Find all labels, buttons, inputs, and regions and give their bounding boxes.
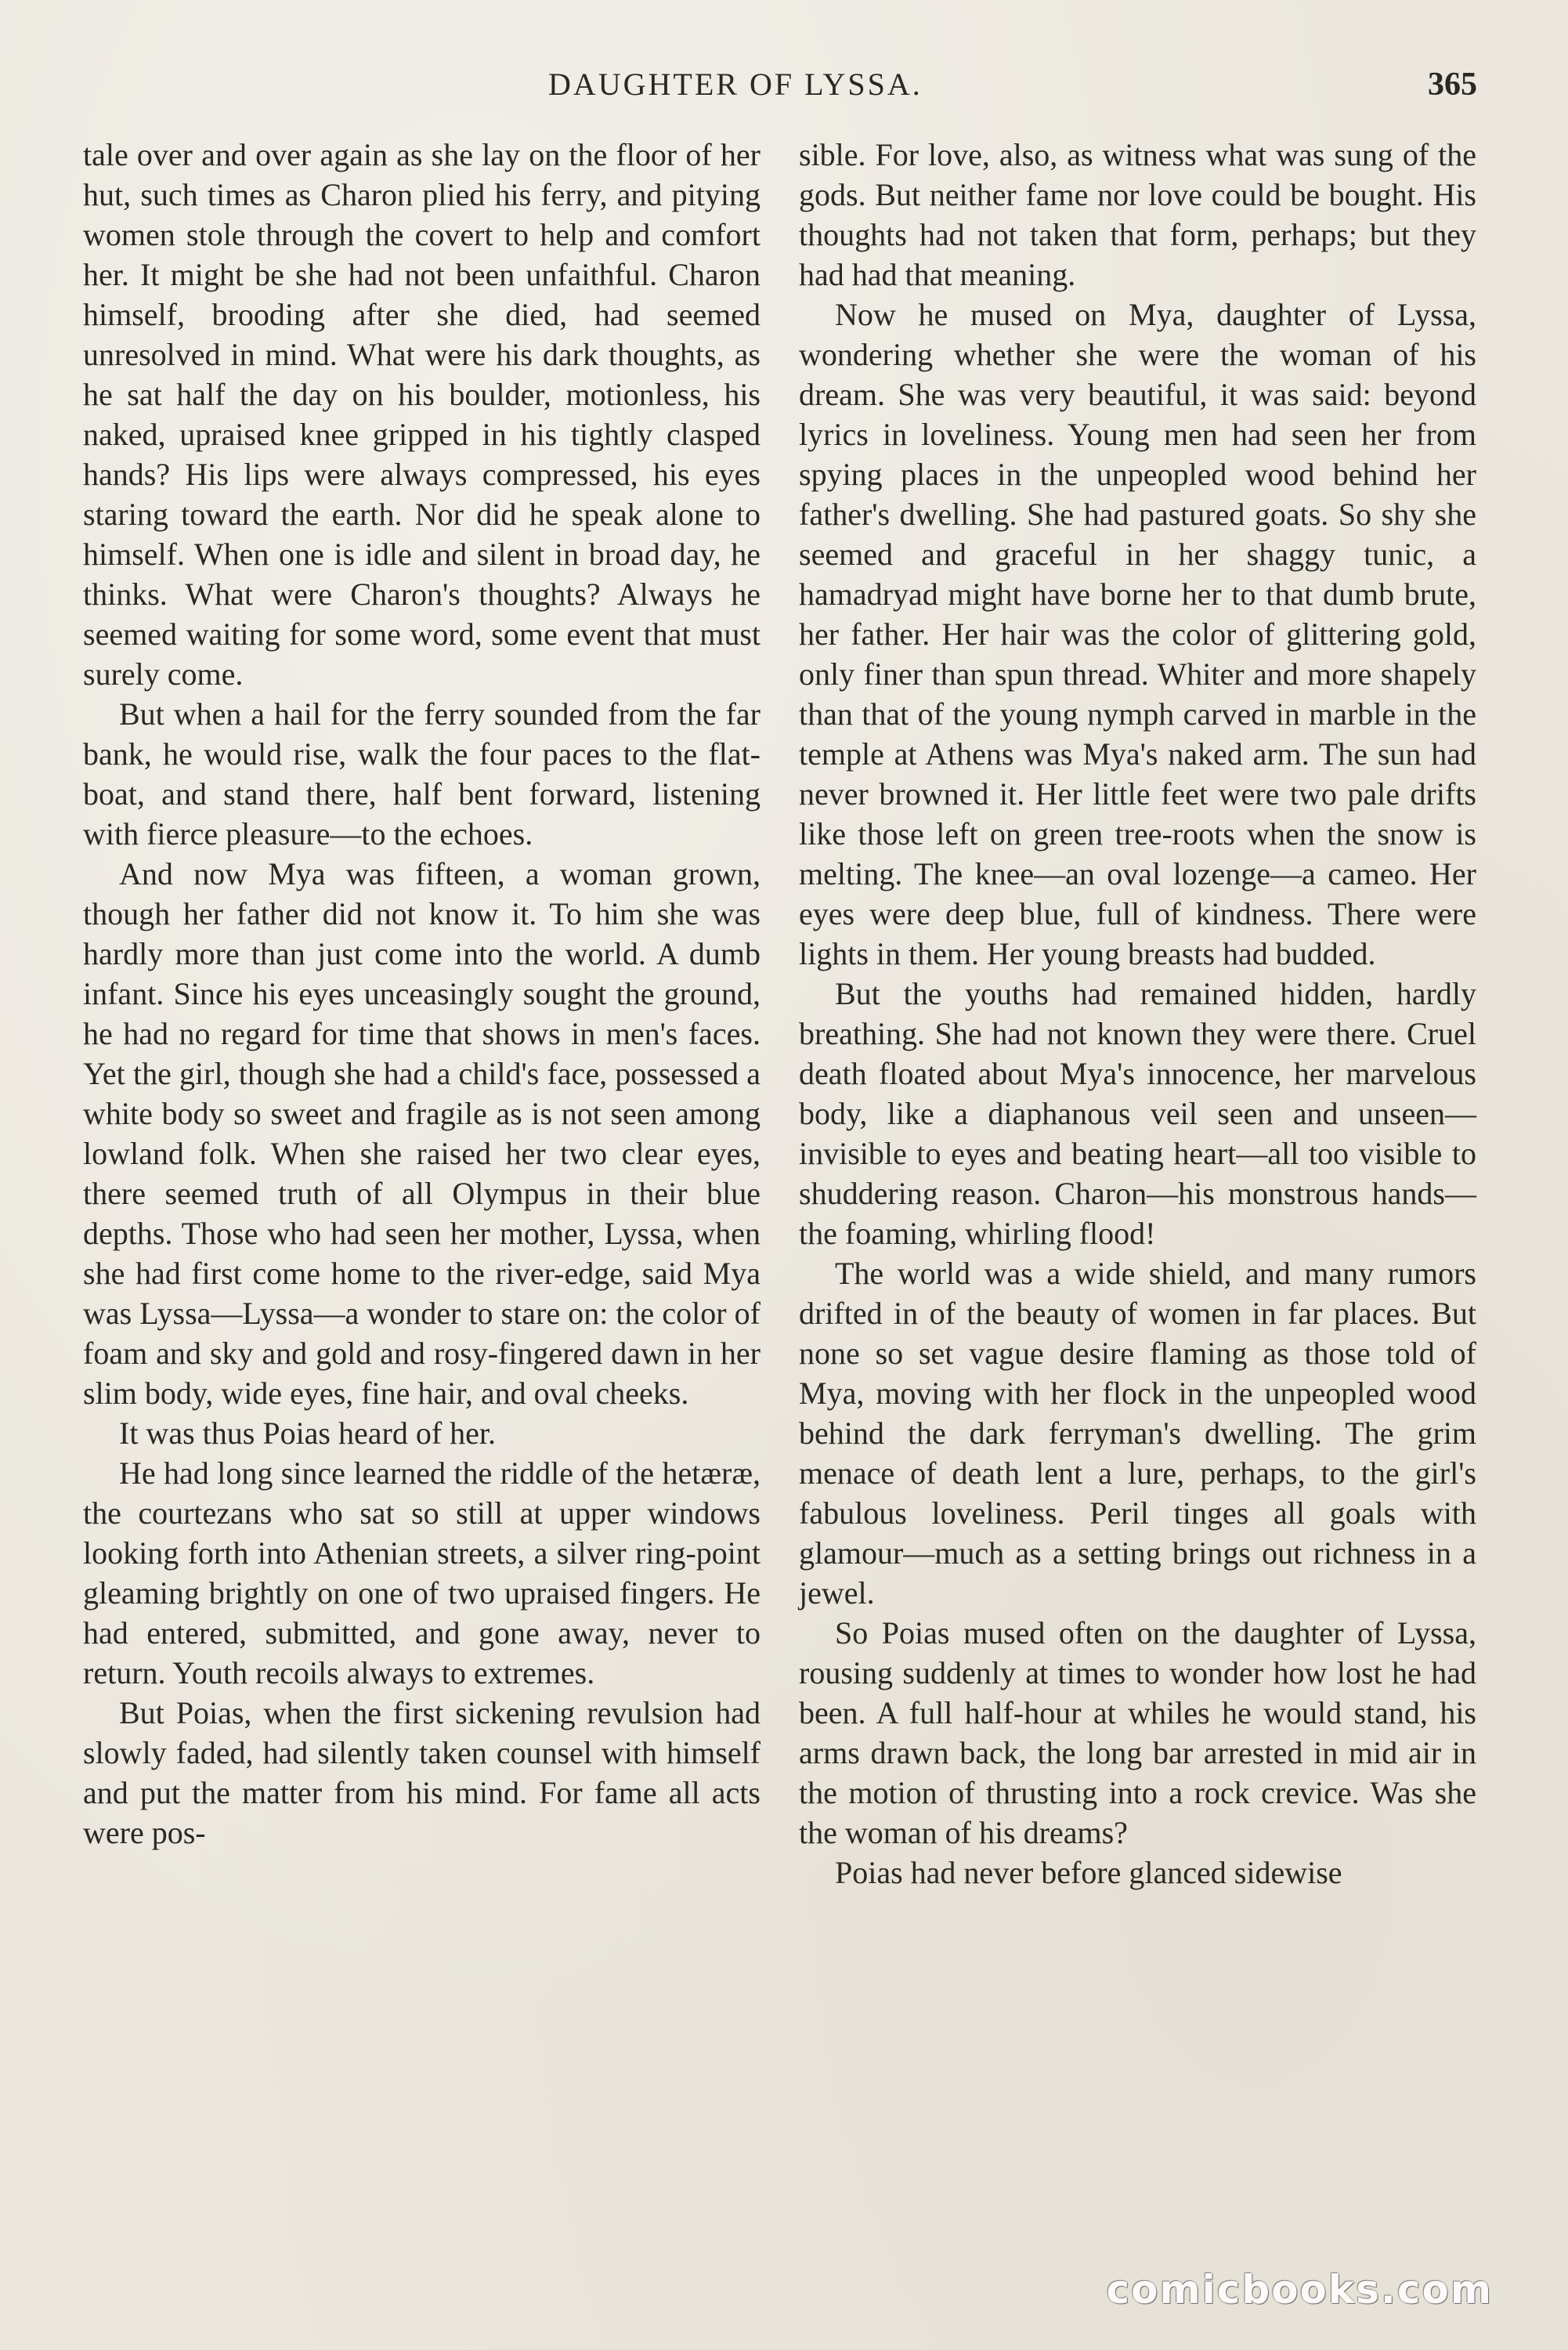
paragraph: Now he mused on Mya, daughter of Lyssa, wondering whether she were the woman of his dream. She was very beautiful, it was said: beyond lyrics in loveliness. Young men had seen her from spying places in the unpeopled wood behind her father's dwelling. She had pastured goats. So shy she seemed and graceful in her shaggy tunic, a hamadryad might have borne her to that dumb brute, her father. Her hair was the color of glittering gold, only finer than spun thread. Whiter and more shapely than that of the young nymph carved in marble in the temple at Athens was Mya's naked arm. The sun had never browned it. Her little feet were two pale drifts like those left on green tree-roots when the snow is melting. The knee—an oval lozenge—a cameo. Her eyes were deep blue, full of kindness. There were lights in them. Her young breasts had budded. (799, 297, 1476, 971)
paragraph: The world was a wide shield, and many rumors drifted in of the beauty of women in far places. But none so set vague desire flaming as those told of Mya, moving with her flock in the unpeopled wood behind the dark ferryman's dwelling. The grim menace of death lent a lure, perhaps, to the girl's fabulous loveliness. Peril tinges all goals with glamour—much as a setting brings out richness in a jewel. (799, 1256, 1476, 1611)
paragraph: And now Mya was fifteen, a woman grown, though her father did not know it. To him she was hardly more than just come into the world. A dumb infant. Since his eyes unceasingly sought the ground, he had no regard for time that shows in men's faces. Yet the girl, though she had a child's face, possessed a white body so sweet and fragile as is not seen among lowland folk. When she raised her two clear eyes, there seemed truth of all Olympus in their blue depths. Those who had seen her mother, Lyssa, when she had first come home to the river-edge, said Mya was Lyssa—Lyssa—a wonder to stare on: the color of foam and sky and gold and rosy-fingered dawn in her slim body, wide eyes, fine hair, and oval cheeks. (83, 856, 761, 1411)
paragraph: tale over and over again as she lay on the floor of her hut, such times as Charon plied his ferry, and pitying women stole through the covert to help and comfort her. It might be she had not been unfaithful. Charon himself, brooding after she died, had seemed unresolved in mind. What were his dark thoughts, as he sat half the day on his boulder, motionless, his naked, upraised knee gripped in his tightly clasped hands? His lips were always compressed, his eyes staring toward the earth. Nor did he speak alone to himself. When one is idle and silent in broad day, he thinks. What were Charon's thoughts? Always he seemed waiting for some word, some event that must surely come. (83, 137, 761, 692)
page-number: 365 (1428, 67, 1477, 103)
right-column (799, 135, 1476, 1893)
paragraph: But the youths had remained hidden, hardly breathing. She had not known they were there. Cruel death floated about Mya's innocence, her marvelous body, like a diaphanous veil seen and unseen—invisible to eyes and beating heart—all too visible to shuddering reason. Charon—his monstrous hands—the foaming, whirling flood! (799, 976, 1476, 1251)
paragraph: So Poias mused often on the daughter of Lyssa, rousing suddenly at times to wonder how lost he had been. A full half-hour at whiles he would stand, his arms drawn back, the long bar arrested in mid air in the motion of thrusting into a rock crevice. Was she the woman of his dreams? (799, 1615, 1476, 1850)
paragraph: It was thus Poias heard of her. (119, 1415, 497, 1451)
running-head (0, 61, 1568, 108)
paragraph: But Poias, when the first sickening revulsion had slowly faded, had silently taken counsel with himself and put the matter from his mind. For fame all acts were pos- (83, 1695, 761, 1850)
paragraph: He had long since learned the riddle of the hetæræ, the courtezans who sat so still at upper windows looking forth into Athenian streets, a silver ring-point gleaming brightly on one of two upraised fingers. He had entered, submitted, and gone away, never to return. Youth recoils always to extremes. (83, 1455, 761, 1690)
left-column (83, 135, 761, 1853)
running-title: DAUGHTER OF LYSSA. (548, 67, 923, 102)
paragraph: Poias had never before glanced sidewise (835, 1855, 1342, 1890)
watermark: comicbooks.com (1106, 2267, 1493, 2312)
paragraph: But when a hail for the ferry sounded from the far bank, he would rise, walk the four paces to the flat-boat, and stand there, half bent forward, listening with fierce pleasure—to the echoes. (83, 696, 761, 851)
paragraph: sible. For love, also, as witness what was sung of the gods. But neither fame nor love could be bought. His thoughts had not taken that form, perhaps; but they had had that meaning. (799, 137, 1476, 292)
